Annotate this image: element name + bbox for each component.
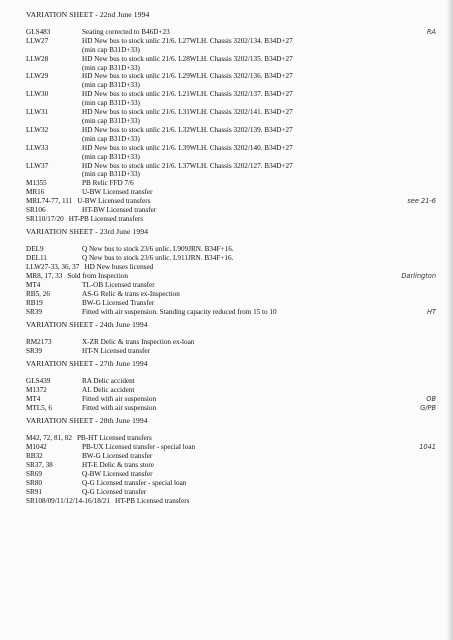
minimum-capacity: (min cap B31D+33) xyxy=(82,152,140,161)
entry-description: U-BW Licensed transfer xyxy=(82,188,153,197)
entry-description: Sold from Inspection xyxy=(67,271,129,280)
entry-description: AS-G Relic & trans ex-Inspection xyxy=(82,289,180,298)
entry-row xyxy=(26,377,436,386)
entry-row xyxy=(26,272,436,281)
entry-description: Q New bus to stock 23/6 unlic. L911JRN. B34F+16. xyxy=(82,254,234,263)
entry-continuation xyxy=(26,81,436,90)
minimum-capacity: (min cap B31D+33) xyxy=(82,116,140,125)
minimum-capacity: (min cap B31D+33) xyxy=(82,170,140,179)
entry-row xyxy=(26,245,436,254)
vehicle-code: MT4 xyxy=(26,394,41,403)
entry-row xyxy=(26,37,436,46)
vehicle-code: RB32 xyxy=(26,451,43,460)
vehicle-code: LLW33 xyxy=(26,143,49,152)
entry-description: U-BW Licensed transfers xyxy=(77,197,151,206)
entry-row xyxy=(26,281,436,290)
entry-row xyxy=(26,28,436,37)
vehicle-code: LLW32 xyxy=(26,125,49,134)
entry-description: Seating corrected to B46D+23 xyxy=(82,27,170,36)
variation-section xyxy=(26,228,436,316)
entry-row xyxy=(26,162,436,171)
entry-row xyxy=(26,452,436,461)
vehicle-code: DEL9 xyxy=(26,245,44,254)
entry-description: PB-UX Licensed transfer - special loan xyxy=(82,443,196,452)
entry-row xyxy=(26,72,436,81)
entry-row xyxy=(26,188,436,197)
entry-row xyxy=(26,55,436,64)
entry-description: HT-PB Licensed transfers xyxy=(115,496,190,505)
entry-row xyxy=(26,290,436,299)
vehicle-code: LLW27 xyxy=(26,36,49,45)
section-title: VARIATION SHEET - 24th June 1994 xyxy=(26,320,148,329)
entry-row xyxy=(26,470,436,479)
handwritten-note: see 21-6 xyxy=(407,197,436,206)
entry-row xyxy=(26,338,436,347)
vehicle-code: GLS483 xyxy=(26,27,51,36)
entry-description: Fitted with air suspension xyxy=(82,403,157,412)
vehicle-code: SR37, 38 xyxy=(26,460,53,469)
entry-continuation xyxy=(26,170,436,179)
entry-description: BW-G Licensed Transfer xyxy=(82,298,155,307)
handwritten-note: OB xyxy=(426,394,436,403)
entry-description: HD New bus to stock unlic 21/6. L31WLH. Chassis 3202/141. B34D+27 xyxy=(82,108,293,117)
entry-description: Q New bus to stock 23/6 unlic. L909JRN. B34F+16. xyxy=(82,245,234,254)
vehicle-code: MTL5, 6 xyxy=(26,403,52,412)
handwritten-note: 1041 xyxy=(419,443,436,452)
entry-row xyxy=(26,479,436,488)
entry-row xyxy=(26,404,436,413)
vehicle-code: SR39 xyxy=(26,307,42,316)
vehicle-code: M1372 xyxy=(26,386,47,395)
section-title: VARIATION SHEET - 23rd June 1994 xyxy=(26,227,149,237)
entry-description: HD New bus to stock unlic 21/6. L29WLH. Chassis 3202/136. B34D+27 xyxy=(82,72,293,81)
entry-continuation xyxy=(26,153,436,162)
vehicle-code: M42, 72, 81, 82 xyxy=(26,434,72,443)
handwritten-note: HT xyxy=(427,307,436,316)
entry-row xyxy=(26,386,436,395)
entry-row xyxy=(26,497,436,506)
vehicle-code: LLW29 xyxy=(26,72,49,81)
entry-row xyxy=(26,263,436,272)
entry-row xyxy=(26,179,436,188)
section-title: VARIATION SHEET - 28th June 1994 xyxy=(26,416,148,426)
entry-description: HT-E Delic & trans store xyxy=(82,460,154,469)
vehicle-code: SR106 xyxy=(26,206,46,215)
entry-description: HD New bus to stock unlic 21/6. L37WLH. Chassis 3202/127. B34D+27 xyxy=(82,161,293,170)
vehicle-code: M1355 xyxy=(26,179,47,188)
entry-description: HD New bus to stock unlic 21/6. L32WLH. Chassis 3202/139. B34D+27 xyxy=(82,125,293,134)
entry-description: RA Delic accident xyxy=(82,377,135,386)
entry-description: HD New bus to stock unlic 21/6. L27WLH. Chassis 3202/134. B34D+27 xyxy=(82,36,293,45)
vehicle-code: SR39 xyxy=(26,346,42,355)
entry-continuation xyxy=(26,99,436,108)
vehicle-code: LLW28 xyxy=(26,54,49,63)
entry-row xyxy=(26,395,436,404)
handwritten-note: Darlington xyxy=(401,271,436,280)
variation-section xyxy=(26,11,436,224)
vehicle-code: SR91 xyxy=(26,487,42,496)
minimum-capacity: (min cap B31D+33) xyxy=(82,81,140,90)
entry-row xyxy=(26,206,436,215)
entry-description: PB Relic FFD 7/6 xyxy=(82,179,134,188)
entry-description: BW-G Licensed transfer xyxy=(82,451,153,460)
entry-row xyxy=(26,108,436,117)
vehicle-code: LLW30 xyxy=(26,90,49,99)
entry-description: Q-G Licensed transfer xyxy=(82,487,147,496)
entry-description: TL-OB Licensed transfer xyxy=(82,280,155,289)
entry-row xyxy=(26,308,436,317)
entry-description: HD New buses licensed xyxy=(84,263,154,272)
entry-row xyxy=(26,197,436,206)
vehicle-code: SR110/17/20 xyxy=(26,214,64,223)
entry-description: Q-G Licensed transfer - special loan xyxy=(82,478,187,487)
entry-description: HD New bus to stock unlic 21/6. L28WLH. Chassis 3202/135. B34D+27 xyxy=(82,54,293,63)
vehicle-code: SR80 xyxy=(26,478,42,487)
entry-description: HD New bus to stock unlic 21/6. L39WLH. Chassis 3202/140. B34D+27 xyxy=(82,143,293,152)
minimum-capacity: (min cap B31D+33) xyxy=(82,134,140,143)
handwritten-note: RA xyxy=(426,27,436,36)
entry-description: X-ZR Delic & trans Inspection ex-loan xyxy=(82,337,195,346)
entry-row xyxy=(26,443,436,452)
entry-continuation xyxy=(26,135,436,144)
vehicle-code: M1042 xyxy=(26,443,47,452)
minimum-capacity: (min cap B31D+33) xyxy=(82,45,140,54)
entry-row xyxy=(26,461,436,470)
vehicle-code: MR8, 17, 33 xyxy=(26,271,63,280)
entry-continuation xyxy=(26,46,436,55)
entry-description: Q-BW Licensed transfer xyxy=(82,469,153,478)
entry-row xyxy=(26,215,436,224)
vehicle-code: LLW27-33, 36, 37 xyxy=(26,263,80,272)
variation-section xyxy=(26,321,436,356)
handwritten-note: G/PB xyxy=(420,403,436,412)
vehicle-code: DEL11 xyxy=(26,254,47,263)
entry-row xyxy=(26,299,436,308)
entry-description: Fitted with air suspension xyxy=(82,394,157,403)
entry-description: Fitted with air suspension. Standing capacity reduced from 15 to 10 xyxy=(82,307,277,316)
variation-section xyxy=(26,360,436,413)
vehicle-code: GLS439 xyxy=(26,377,51,386)
section-title: VARIATION SHEET - 27th June 1994 xyxy=(26,359,148,369)
vehicle-code: MT4 xyxy=(26,280,41,289)
entry-row xyxy=(26,488,436,497)
entry-row xyxy=(26,144,436,153)
entry-row xyxy=(26,254,436,263)
entry-continuation xyxy=(26,117,436,126)
section-title: VARIATION SHEET - 22nd June 1994 xyxy=(26,10,150,19)
minimum-capacity: (min cap B31D+33) xyxy=(82,63,140,72)
vehicle-code: LLW37 xyxy=(26,161,49,170)
entry-row xyxy=(26,90,436,99)
entry-row xyxy=(26,347,436,356)
entry-description: HT-N Licensed transfer xyxy=(82,346,150,355)
entry-continuation xyxy=(26,64,436,73)
variation-sheets xyxy=(26,11,436,510)
vehicle-code: RB5, 26 xyxy=(26,289,50,298)
vehicle-code: SR108/09/11/12/14-16/18/21 xyxy=(26,496,110,505)
vehicle-code: RB19 xyxy=(26,298,43,307)
page-edge-shadow xyxy=(447,0,453,640)
entry-description: HT-PB Licensed transfers xyxy=(68,214,144,223)
entry-description: HD New bus to stock unlic 21/6. L21WLH. Chassis 3202/137. B34D+27 xyxy=(82,90,293,99)
variation-section xyxy=(26,417,436,505)
vehicle-code: RM2173 xyxy=(26,337,52,346)
entry-description: PB-HT Licensed transfers xyxy=(76,434,152,443)
entry-description: HT-BW Licensed transfer xyxy=(82,206,157,215)
vehicle-code: MRL74-77, 111 xyxy=(26,197,73,206)
entry-row xyxy=(26,126,436,135)
entry-row xyxy=(26,434,436,443)
entry-description: AL Delic accident xyxy=(82,386,135,395)
minimum-capacity: (min cap B31D+33) xyxy=(82,99,140,108)
vehicle-code: LLW31 xyxy=(26,108,49,117)
vehicle-code: MR16 xyxy=(26,188,45,197)
vehicle-code: SR69 xyxy=(26,469,42,478)
